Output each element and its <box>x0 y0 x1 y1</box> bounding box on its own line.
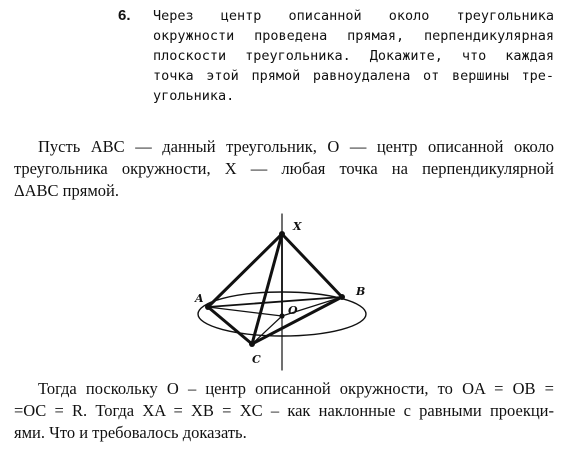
problem-line: точка этой прямой равноудалена от вершины тре- <box>153 68 554 84</box>
point-a <box>205 304 211 310</box>
point-b <box>339 294 345 300</box>
problem-line: угольника. <box>153 88 235 104</box>
label-o: O <box>288 304 298 317</box>
edge-xb <box>282 234 342 297</box>
point-x <box>279 231 285 237</box>
solution-line: Пусть ABC — данный треугольник, O — центр описанной около <box>38 137 554 156</box>
label-x: X <box>293 220 302 233</box>
problem-line: Через центр описанной около треугольника <box>153 8 554 24</box>
conclusion-line: ями. Что и требовалось доказать. <box>14 423 247 442</box>
solution-line: треугольника окружности, X — любая точка на перпендикулярной <box>14 159 554 178</box>
problem-statement <box>0 6 569 118</box>
solution-line: ΔABC прямой. <box>14 181 119 200</box>
side-ab <box>208 297 342 307</box>
point-o <box>279 313 284 318</box>
label-a: A <box>195 292 204 305</box>
problem-number: 6. <box>118 7 131 24</box>
label-b: B <box>356 285 366 298</box>
point-c <box>249 341 255 347</box>
problem-line: окружности проведена прямая, перпендикулярная <box>153 28 554 44</box>
conclusion-line: Тогда поскольку O – центр описанной окружности, то OA = OB = <box>38 379 554 398</box>
pyramid-figure <box>190 212 380 372</box>
problem-line: плоскости треугольника. Докажите, что каждая <box>153 48 554 64</box>
conclusion-line: =OC = R. Тогда XA = XB = XC – как наклонные с равными проекци- <box>14 401 554 420</box>
label-c: C <box>252 353 261 366</box>
side-ac <box>208 307 252 344</box>
